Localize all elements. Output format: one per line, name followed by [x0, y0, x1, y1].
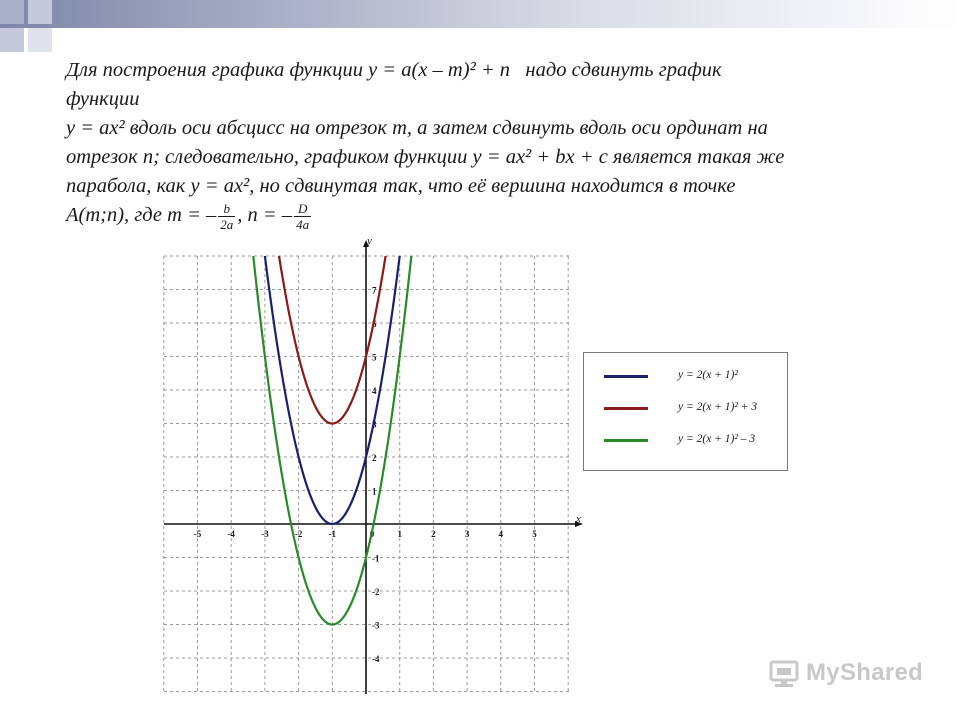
y-axis-label: y	[367, 235, 372, 247]
description-line1-a: Для построения графика функции y = a(x – m)² + n	[66, 59, 511, 81]
x-tick-label: -3	[261, 529, 269, 539]
fraction-numerator: D	[294, 201, 311, 217]
x-tick-label: -2	[294, 529, 303, 539]
x-tick-label: -4	[227, 529, 235, 539]
legend-item	[604, 367, 784, 387]
watermark	[768, 655, 938, 695]
y-tick-label: 3	[372, 419, 377, 430]
y-tick-label: -1	[372, 553, 380, 564]
y-tick-label: 1	[372, 486, 377, 497]
description-line: y = ax² вдоль оси абсцисс на отрезок m, а затем сдвинуть вдоль оси ординат на	[66, 117, 768, 139]
watermark-text: MyShared	[806, 659, 924, 686]
chart-grid	[164, 256, 570, 694]
y-tick-label: 4	[372, 386, 377, 396]
legend-item	[604, 431, 784, 451]
description-line: парабола, как y = ax², но сдвинутая так, что её вершина находится в точке	[66, 175, 736, 197]
x-tick-label: 4	[498, 529, 504, 539]
legend-label: y = 2(x + 1)² + 3	[678, 401, 758, 413]
fraction-denominator: 2a	[220, 217, 234, 232]
fraction-numerator: b	[218, 201, 235, 217]
legend-line	[604, 439, 648, 442]
y-tick-label: 2	[372, 453, 377, 463]
chart-legend	[583, 352, 788, 471]
x-tick-label: -1	[328, 529, 337, 539]
description-line6-b: , n = –	[237, 204, 293, 227]
description-line6-a: A(m;n), где m = –	[66, 204, 217, 227]
legend-line	[604, 375, 648, 378]
fraction-denominator: 4a	[296, 217, 310, 232]
description-line1-b: надо сдвинуть график	[525, 59, 722, 81]
description-line: функции	[66, 88, 140, 110]
y-tick-label: -2	[372, 587, 380, 597]
x-tick-label: 2	[431, 529, 436, 539]
x-tick-label: 1	[397, 529, 402, 539]
x-tick-label: 0	[369, 529, 375, 539]
y-tick-label: 7	[372, 285, 377, 296]
x-tick-label: 3	[464, 529, 470, 539]
y-tick-label: 6	[372, 319, 377, 329]
series-curve	[164, 0, 568, 423]
y-tick-label: 5	[372, 352, 377, 363]
myshared-logo-icon	[768, 657, 802, 689]
legend-item	[604, 399, 784, 419]
legend-label: y = 2(x + 1)² – 3	[678, 433, 756, 445]
legend-line	[604, 407, 648, 410]
x-tick-label: -5	[193, 529, 202, 539]
legend-label: y = 2(x + 1)²	[678, 369, 738, 381]
y-tick-label: -3	[372, 620, 380, 631]
x-axis-label: x	[576, 513, 581, 525]
description-line: отрезок n; следовательно, графиком функции y = ax² + bx + c является такая же	[66, 146, 785, 168]
y-tick-label: -4	[372, 654, 380, 664]
x-tick-label: 5	[532, 529, 537, 539]
